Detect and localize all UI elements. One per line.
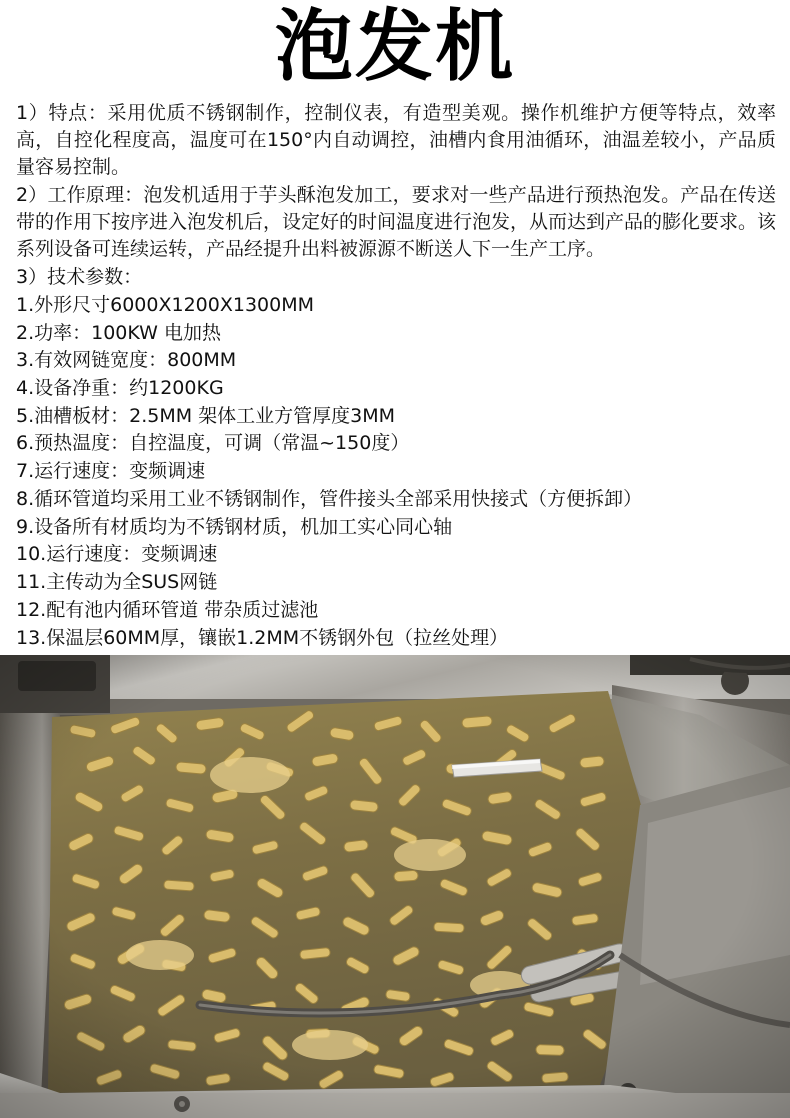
- paragraph-working-principle: 2）工作原理：泡发机适用于芋头酥泡发加工，要求对一些产品进行预热泡发。产品在传送带的作用下按序进入泡发机后，设定好的时间温度进行泡发，从而达到产品的膨化要求。该系列设备可连续运转，产品经提升出料被源源不断送人下一生产工序。: [16, 183, 777, 260]
- spec-item-filter-pool: 12.配有池内循环管道 带杂质过滤池: [16, 598, 319, 621]
- spec-item-power: 2.功率：100KW 电加热: [16, 321, 222, 344]
- spec-item-run-speed-2: 10.运行速度：变频调速: [16, 543, 218, 566]
- spec-item-insulation: 13.保温层60MM厚，镶嵌1.2MM不锈钢外包（拉丝处理）: [16, 626, 509, 649]
- spec-item-net-weight: 4.设备净重：约1200KG: [16, 376, 224, 399]
- document-body: [0, 100, 790, 652]
- spec-item-run-speed: 7.运行速度：变频调速: [16, 460, 206, 483]
- spec-item-preheat-temperature: 6.预热温度：自控温度，可调（常温~150度）: [16, 432, 410, 455]
- page-title: 泡发机: [274, 2, 515, 92]
- paragraph-parameters-heading: 3）技术参数：: [16, 265, 143, 288]
- product-photo: [0, 655, 790, 1118]
- spec-item-circulation-pipe: 8.循环管道均采用工业不锈钢制作，管件接头全部采用快接式（方便拆卸）: [16, 487, 643, 510]
- paragraph-features: 1）特点：采用优质不锈钢制作，控制仪表，有造型美观。操作机维护方便等特点，效率高，自控化程度高，温度可在150°内自动调控，油槽内食用油循环，油温差较小，产品质量容易控制。: [16, 102, 776, 178]
- spec-item-material: 9.设备所有材质均为不锈钢材质，机加工实心同心轴: [16, 515, 453, 538]
- spec-item-mesh-width: 3.有效网链宽度：800MM: [16, 349, 237, 372]
- spec-item-dimensions: 1.外形尺寸6000X1200X1300MM: [16, 293, 315, 316]
- spec-item-tank-plate: 5.油槽板材：2.5MM 架体工业方管厚度3MM: [16, 404, 396, 427]
- spec-item-main-drive: 11.主传动为全SUS网链: [16, 571, 218, 594]
